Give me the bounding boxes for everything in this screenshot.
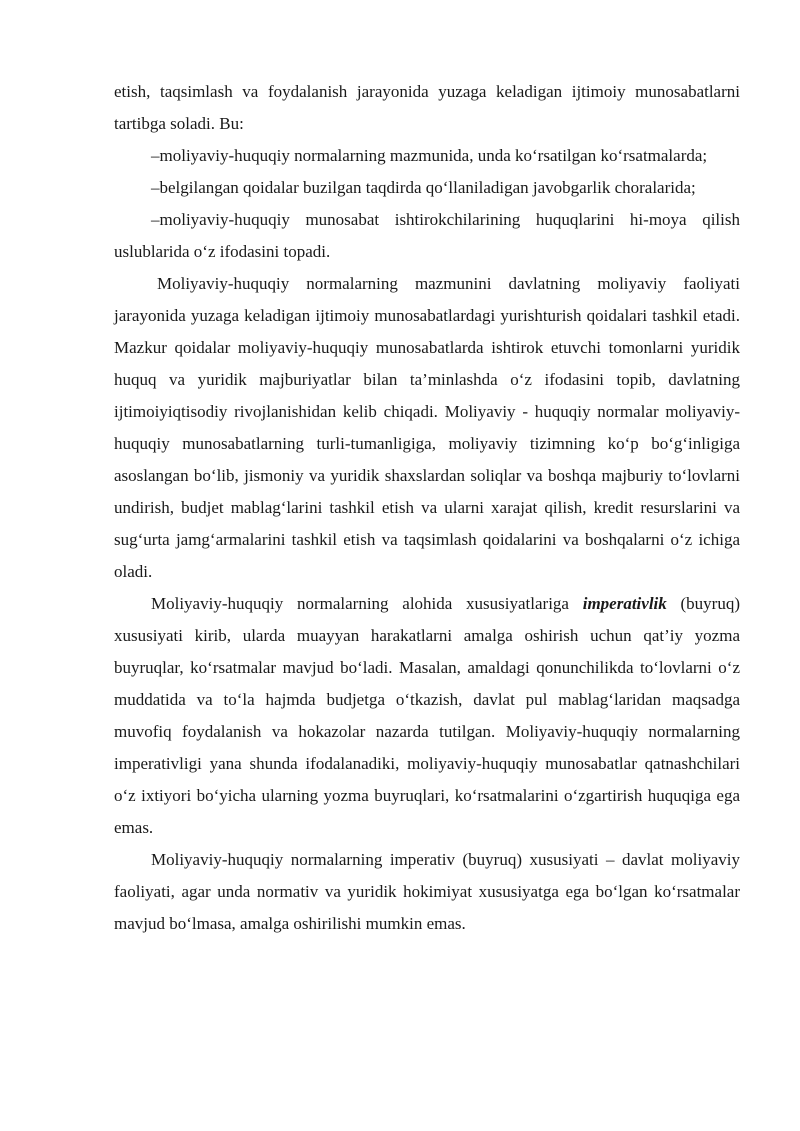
emphasis-term: imperativlik [582,594,667,613]
list-item-protection-methods: –moliyaviy-huquqiy munosabat ishtirokchilarining huquqlarini hi-moya qilish uslublarida oʻz ifodasini topadi. [114,210,740,261]
paragraph-imperative-property: Moliyaviy-huquqiy normalarning imperativ (buyruq) xususiyati – davlat moliyaviy faoliyati, agar unda normativ va yuridik hokimiyat xususiyatga ega boʻlgan koʻrsatmalar mavjud boʻlmasa, amalga oshirilishi mumkin emas. [114,850,740,933]
paragraph-norm-content: Moliyaviy-huquqiy normalarning mazmunini davlatning moliyaviy faoliyati jarayonida yuzaga keladigan ijtimoiy munosabatlardagi yurishturish qoidalari tashkil etadi. Mazkur qoidalar moliyaviy-huquqiy munosabatlarda ishtirok etuvchi tomonlarni yuridik huquq va yuridik majburiyatlar bilan ta’minlashda oʻz ifodasini topib, davlatning ijtimoiyiqtisodiy rivojlanishidan kelib chiqadi. Moliyaviy - huquqiy normalar moliyaviy-huquqiy munosabatlarning turli-tumanligiga, moliyaviy tizimning koʻp boʻgʻinligiga asoslangan boʻlib, jismoniy va yuridik shaxslardan soliqlar va boshqa majburiy toʻlovlarni undirish, budjet mablagʻlarini tashkil etish va ularni xarajat qilish, kredit resurslarini va sugʻurta jamgʻarmalarini tashkil etish va taqsimlash qoidalarini va boshqalarni oʻz ichiga oladi. [114,274,740,581]
paragraph-text-after: (buyruq) xususiyati kirib, ularda muayyan harakatlarni amalga oshirish uchun qat’iy yozma buyruqlar, koʻrsatmalar mavjud boʻladi. Masalan, amaldagi qonunchilikda toʻlovlarni oʻz muddatida va toʻla hajmda budjetga oʻtkazish, davlat pul mablagʻlaridan maqsadga muvofiq foydalanish va hokazolar nazarda tutilgan. Moliyaviy-huquqiy normalarning imperativligi yana shunda ifodalanadiki, moliyaviy-huquqiy munosabatlar qatnashchilari oʻz ixtiyori boʻyicha ularning yozma buyruqlari, koʻrsatmalarini oʻzgartirish huquqiga ega emas. [114,594,740,837]
paragraph-continuation: etish, taqsimlash va foydalanish jarayonida yuzaga keladigan ijtimoiy munosabatlarni tartibga soladi. Bu: [114,82,740,133]
document-body [114,76,740,940]
list-item-liability-measures: –belgilangan qoidalar buzilgan taqdirda qoʻllaniladigan javobgarlik choralarida; [151,178,696,197]
list-item-norm-content: –moliyaviy-huquqiy normalarning mazmunida, unda koʻrsatilgan koʻrsatmalarda; [151,146,708,165]
paragraph-imperativeness [114,588,740,844]
paragraph-text-before: Moliyaviy-huquqiy normalarning alohida xususiyatlariga [151,594,583,613]
